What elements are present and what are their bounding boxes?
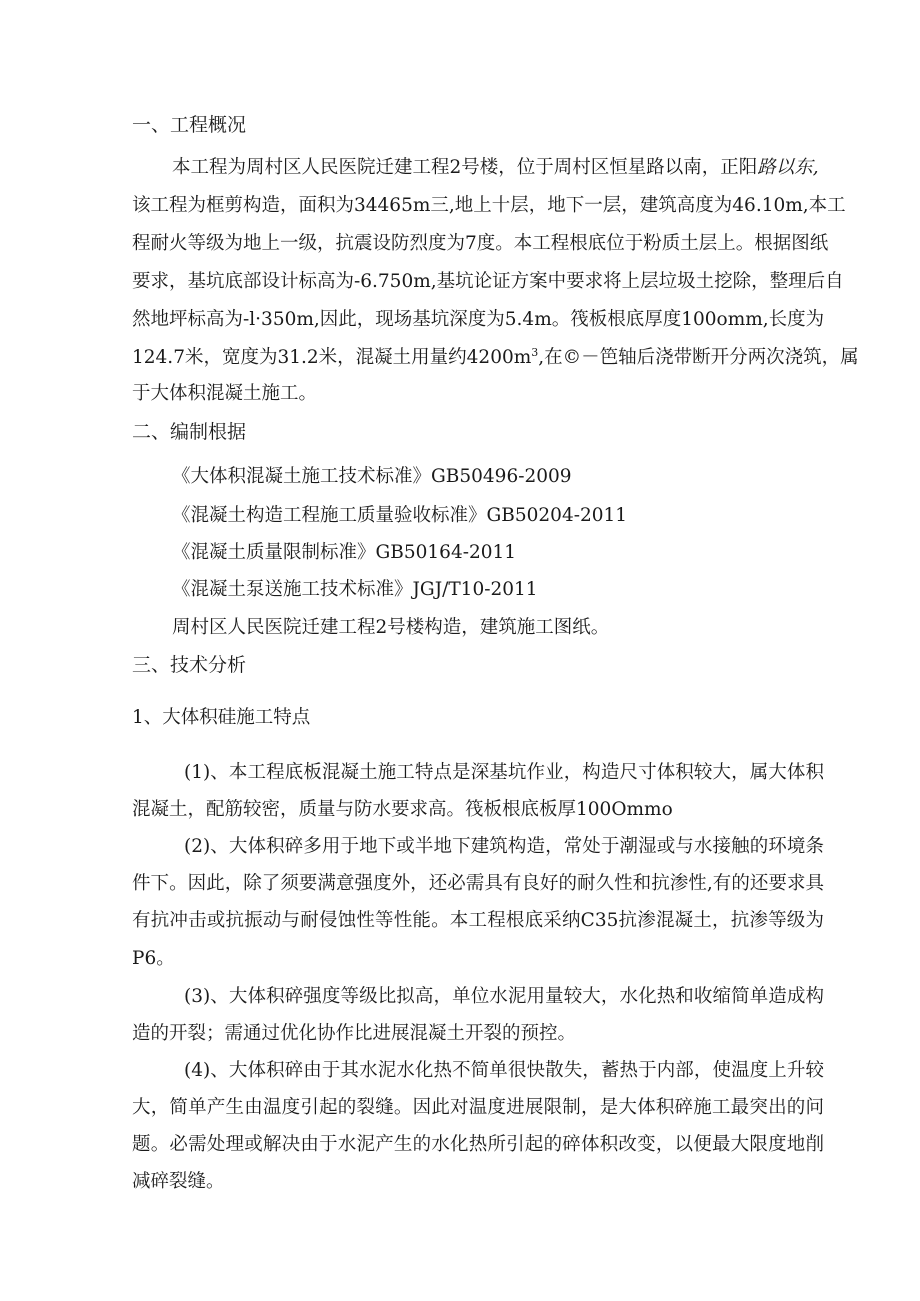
- section-heading-analysis: 三、技术分析: [132, 654, 247, 676]
- paragraph-line: 程耐火等级为地上一级，抗震设防烈度为7度。本工程根底位于粉质土层上。根据图纸: [132, 233, 829, 254]
- paragraph-line: 该工程为框剪构造，面积为34465m三,地上十层，地下一层，建筑高度为46.10m,本工: [132, 195, 846, 216]
- paragraph-line: 大，简单产生由温度引起的裂缝。因此对温度进展限制，是大体积碎施工最突出的问: [132, 1097, 824, 1118]
- paragraph-line: P6。: [132, 948, 175, 969]
- paragraph-line: (3)、大体积碎强度等级比拟高，单位水泥用量较大，水化热和收缩简单造成构: [184, 986, 824, 1007]
- section-heading-basis: 二、编制根据: [132, 421, 247, 443]
- superscript: 3: [531, 345, 539, 359]
- reference-item: 周村区人民医院迁建工程2号楼构造，建筑施工图纸。: [172, 617, 610, 638]
- subsection-heading: 1、大体积硅施工特点: [132, 707, 311, 728]
- reference-item: 《混凝土泵送施工技术标准》JGJ/T10-2011: [172, 579, 538, 600]
- paragraph-line: 减碎裂缝。: [132, 1171, 225, 1192]
- paragraph-line: 混凝土，配筋较密，质量与防水要求高。筏板根底板厚100Ommo: [132, 799, 673, 820]
- paragraph-line: 件下。因此，除了须要满意强度外，还必需具有良好的耐久性和抗渗性,有的还要求具: [132, 873, 824, 894]
- reference-item: 《混凝土质量限制标准》GB50164-2011: [172, 542, 517, 563]
- paragraph-line: 要求，基坑底部设计标高为-6.750m,基坑论证方案中要求将上层垃圾土挖除，整理后自: [132, 271, 844, 292]
- paragraph-line: 造的开裂；需通过优化协作比进展混凝土开裂的预控。: [132, 1023, 577, 1044]
- paragraph-line: 题。必需处理或解决由于水泥产生的水化热所引起的碎体积改变，以便最大限度地削: [132, 1134, 824, 1155]
- paragraph-line: [172, 155, 824, 181]
- text-run: 本工程为周村区人民医院迁建工程2号楼，位于周村区恒星路以南，正阳: [172, 157, 758, 178]
- reference-item: 《混凝土构造工程施工质量验收标准》GB50204-2011: [172, 505, 628, 526]
- text-run: ,在©－笆轴后浇带断开分两次浇筑，属: [538, 347, 859, 368]
- paragraph-line: 然地坪标高为-l·350m,因此，现场基坑深度为5.4m。筏板根底厚度100omm,长度为: [132, 309, 825, 330]
- paragraph-line: (2)、大体积碎多用于地下或半地下建筑构造，常处于潮湿或与水接触的环境条: [184, 836, 824, 857]
- reference-item: 《大体积混凝土施工技术标准》GB50496-2009: [172, 466, 572, 487]
- text-run: 124.7米，宽度为31.2米，混凝土用量约4200m: [132, 347, 532, 368]
- text-run-italic: 路以东,: [757, 157, 819, 178]
- section-heading-overview: 一、工程概况: [132, 114, 247, 136]
- paragraph-line: (1)、本工程底板混凝土施工特点是深基坑作业，构造尺寸体积较大，属大体积: [184, 762, 824, 783]
- paragraph-line: 于大体积混凝土施工。: [132, 383, 318, 404]
- paragraph-line: [132, 345, 859, 371]
- paragraph-line: 有抗冲击或抗振动与耐侵蚀性等性能。本工程根底采纳C35抗渗混凝土，抗渗等级为: [132, 910, 824, 931]
- paragraph-line: (4)、大体积碎由于其水泥水化热不简单很快散失，蓄热于内部，使温度上升较: [184, 1060, 824, 1081]
